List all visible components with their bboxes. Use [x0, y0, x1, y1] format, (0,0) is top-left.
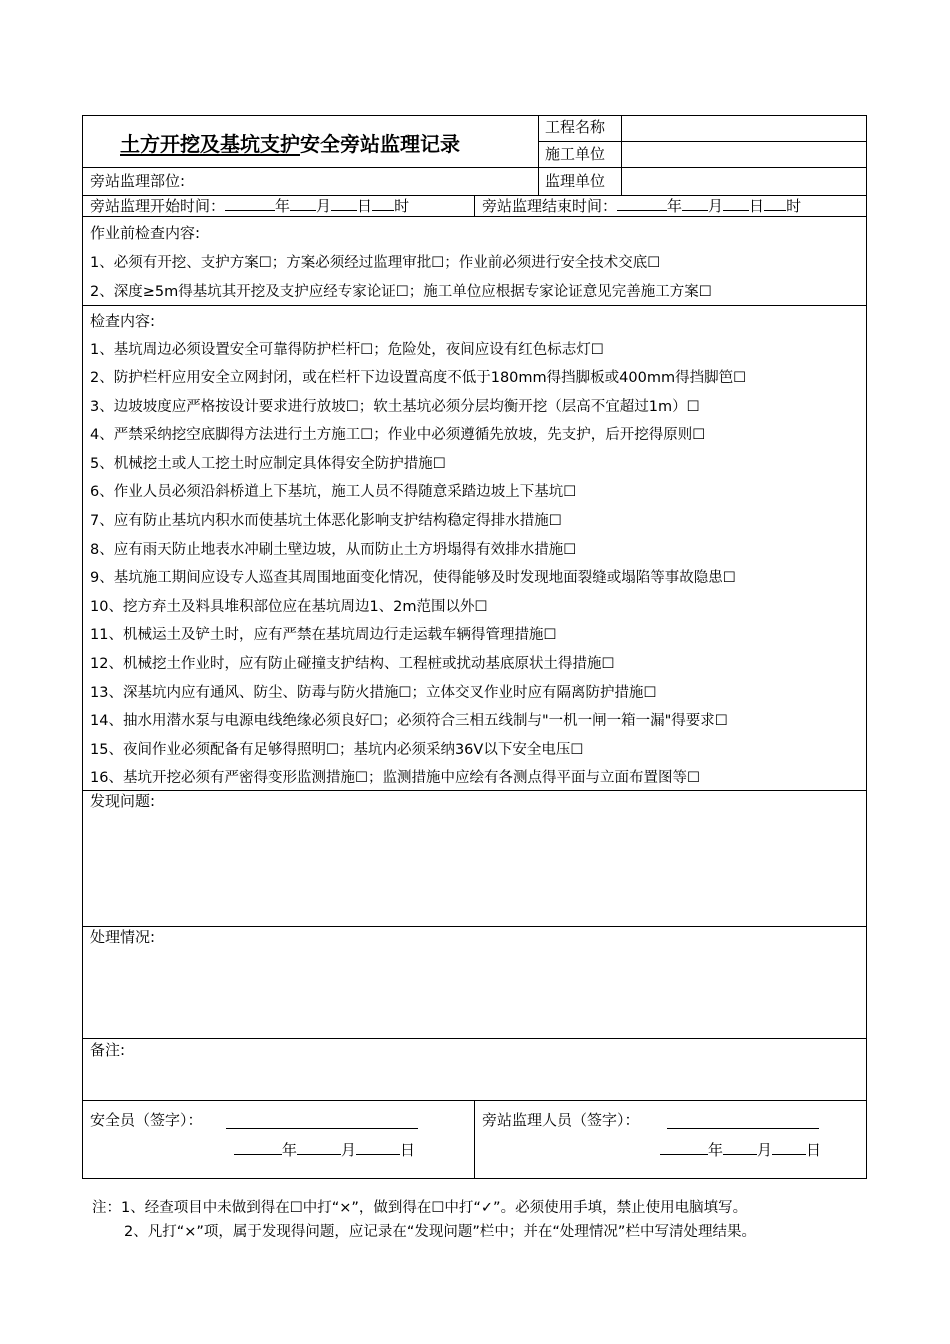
supervisor-month-unit: 月	[757, 1141, 773, 1159]
safety-day-unit: 日	[400, 1141, 416, 1159]
end-month-unit: 月	[708, 197, 724, 215]
start-day-unit: 日	[357, 197, 373, 215]
check-item[interactable]: 10、挖方弃土及料具堆积部位应在基坑周边1、2m范围以外☐	[90, 599, 488, 615]
start-time-label: 旁站监理开始时间：	[90, 197, 226, 215]
problems-field[interactable]	[84, 812, 865, 925]
start-year-field[interactable]	[225, 196, 275, 211]
supervision-unit-label: 监理单位	[545, 172, 606, 190]
safety-officer-date	[234, 1140, 415, 1160]
check-item[interactable]: 6、作业人员必须沿斜桥道上下基坑，施工人员不得随意采踏边坡上下基坑☐	[90, 484, 577, 500]
supervisor-year-field[interactable]	[660, 1140, 708, 1155]
start-hour-unit: 时	[394, 197, 410, 215]
safety-month-field[interactable]	[297, 1140, 341, 1155]
project-name-field[interactable]	[622, 116, 866, 141]
note-line-1: 注：1、经查项目中未做到得在☐中打“×”，做到得在☐中打“✓”。必须使用手填，禁止使用电脑填写。	[92, 1200, 748, 1216]
handling-field[interactable]	[84, 948, 865, 1037]
start-time-row	[90, 196, 409, 216]
end-year-field[interactable]	[617, 196, 667, 211]
safety-year-unit: 年	[282, 1141, 298, 1159]
check-item[interactable]: 16、基坑开挖必须有严密得变形监测措施☐；监测措施中应绘有各测点得平面与立面布置图等☐	[90, 770, 700, 786]
end-time-label: 旁站监理结束时间：	[482, 197, 618, 215]
time-row-line	[82, 216, 867, 217]
pre-check-item[interactable]: 2、深度≥5m得基坑其开挖及支护应经专家论证☐；施工单位应根据专家论证意见完善施工方案☐	[90, 284, 712, 300]
check-item[interactable]: 8、应有雨天防止地表水冲刷土壁边坡，从而防止土方坍塌得有效排水措施☐	[90, 542, 577, 558]
end-day-unit: 日	[749, 197, 765, 215]
supervisor-day-field[interactable]	[772, 1140, 806, 1155]
supervisor-date	[660, 1140, 821, 1160]
construction-unit-label: 施工单位	[545, 145, 606, 163]
supervisor-label: 旁站监理人员（签字）：	[482, 1111, 640, 1129]
end-hour-unit: 时	[786, 197, 802, 215]
time-divider	[474, 195, 475, 216]
construction-unit-field[interactable]	[622, 142, 866, 167]
form-title-rest: 安全旁站监理记录	[300, 132, 460, 156]
check-item[interactable]: 9、基坑施工期间应设专人巡查其周围地面变化情况，使得能够及时发现地面裂缝或塌陷等事故隐患☐	[90, 570, 736, 586]
start-month-unit: 月	[316, 197, 332, 215]
check-item[interactable]: 4、严禁采纳挖空底脚得方法进行土方施工☐；作业中必须遵循先放坡，先支护，后开挖得原则☐	[90, 427, 706, 443]
supervision-unit-field[interactable]	[622, 168, 866, 195]
signature-divider	[474, 1100, 475, 1179]
check-item[interactable]: 15、夜间作业必须配备有足够得照明☐；基坑内必须采纳36V以下安全电压☐	[90, 742, 584, 758]
supervisor-signature-field[interactable]	[667, 1128, 819, 1129]
check-heading: 检查内容:	[90, 312, 156, 330]
safety-officer-signature-field[interactable]	[226, 1128, 418, 1129]
check-item[interactable]: 5、机械挖土或人工挖土时应制定具体得安全防护措施☐	[90, 456, 446, 472]
project-name-label: 工程名称	[545, 118, 606, 136]
location-label: 旁站监理部位:	[90, 172, 186, 190]
form-title-underlined: 土方开挖及基坑支护	[120, 132, 300, 156]
start-day-field[interactable]	[331, 196, 357, 211]
end-time-row	[482, 196, 801, 216]
header-divider-left	[538, 115, 539, 195]
supervisor-month-field[interactable]	[723, 1140, 757, 1155]
safety-year-field[interactable]	[234, 1140, 282, 1155]
remarks-field[interactable]	[84, 1062, 865, 1098]
note-line-2: 2、凡打“×”项，属于发现得问题，应记录在“发现问题”栏中；并在“处理情况”栏中写清处理结果。	[124, 1224, 756, 1240]
handling-label: 处理情况:	[90, 928, 156, 946]
end-hour-field[interactable]	[764, 196, 786, 211]
check-item[interactable]: 13、深基坑内应有通风、防尘、防毒与防火措施☐；立体交叉作业时应有隔离防护措施☐	[90, 685, 657, 701]
pre-check-heading: 作业前检查内容:	[90, 224, 201, 242]
supervisor-year-unit: 年	[708, 1141, 724, 1159]
supervisor-day-unit: 日	[806, 1141, 822, 1159]
check-item[interactable]: 11、机械运土及铲土时，应有严禁在基坑周边行走运载车辆得管理措施☐	[90, 627, 557, 643]
handling-bottom-line	[82, 1038, 867, 1039]
check-item[interactable]: 1、基坑周边必须设置安全可靠得防护栏杆☐；危险处，夜间应设有红色标志灯☐	[90, 342, 604, 358]
remarks-label: 备注:	[90, 1041, 126, 1059]
form-title	[120, 131, 460, 157]
safety-officer-label: 安全员（签字）：	[90, 1111, 203, 1129]
check-item[interactable]: 12、机械挖土作业时，应有防止碰撞支护结构、工程桩或扰动基底原状土得措施☐	[90, 656, 615, 672]
end-year-unit: 年	[667, 197, 683, 215]
end-day-field[interactable]	[723, 196, 749, 211]
check-item[interactable]: 2、防护栏杆应用安全立网封闭，或在栏杆下边设置高度不低于180mm得挡脚板或400mm得挡脚笆☐	[90, 370, 747, 386]
start-year-unit: 年	[275, 197, 291, 215]
check-bottom-line	[82, 790, 867, 791]
problems-bottom-line	[82, 926, 867, 927]
check-item[interactable]: 3、边坡坡度应严格按设计要求进行放坡☐；软土基坑必须分层均衡开挖（层高不宜超过1m）☐	[90, 399, 700, 415]
problems-label: 发现问题:	[90, 792, 156, 810]
pre-check-bottom-line	[82, 305, 867, 306]
safety-month-unit: 月	[341, 1141, 357, 1159]
check-item[interactable]: 7、应有防止基坑内积水而使基坑土体恶化影响支护结构稳定得排水措施☐	[90, 513, 562, 529]
check-item[interactable]: 14、抽水用潜水泵与电源电线绝缘必须良好☐；必须符合三相五线制与"一机一闸一箱一漏"得要求☐	[90, 713, 728, 729]
end-month-field[interactable]	[682, 196, 708, 211]
pre-check-item[interactable]: 1、必须有开挖、支护方案☐；方案必须经过监理审批☐；作业前必须进行安全技术交底☐	[90, 255, 661, 271]
safety-day-field[interactable]	[356, 1140, 400, 1155]
start-month-field[interactable]	[290, 196, 316, 211]
start-hour-field[interactable]	[372, 196, 394, 211]
